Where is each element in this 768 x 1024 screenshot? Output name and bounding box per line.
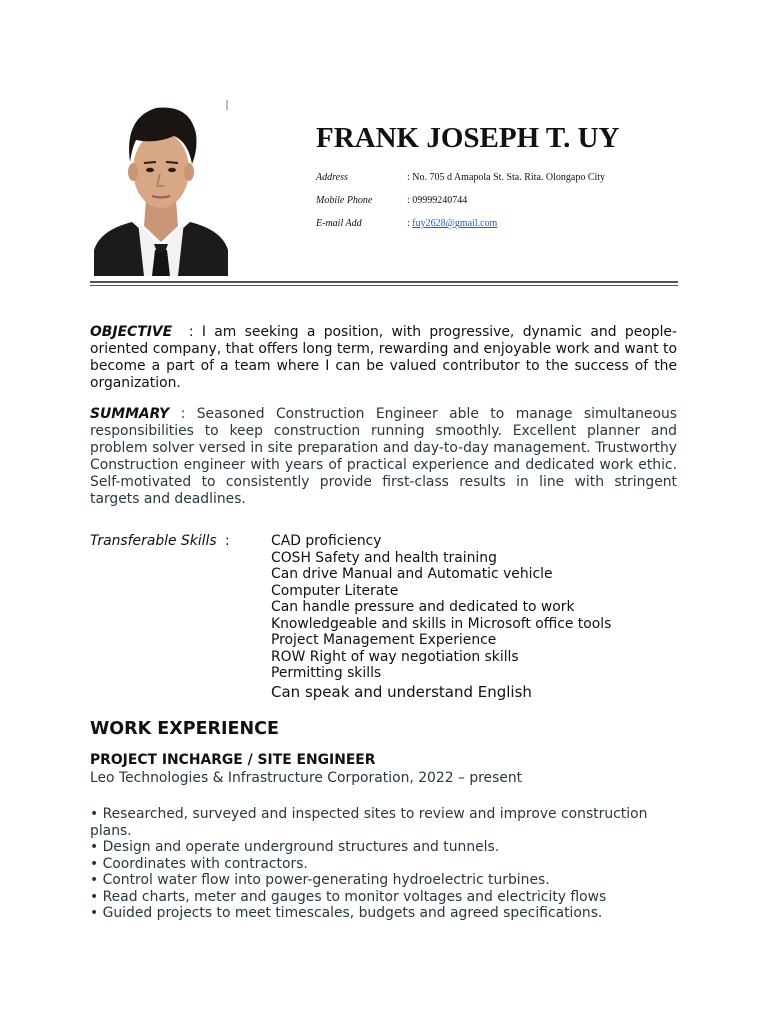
summary-label: SUMMARY	[90, 406, 170, 422]
skill-item: Permitting skills	[271, 665, 382, 681]
duty-item: • Coordinates with contractors.	[90, 855, 308, 872]
email-value	[407, 218, 497, 229]
email-label: E-mail Add	[316, 218, 362, 229]
skill-item: Computer Literate	[271, 582, 399, 599]
address-value: : No. 705 d Amapola St. Sta. Rita. Olongapo City	[407, 172, 606, 183]
skill-item: ROW Right of way negotiation skills	[271, 648, 519, 665]
objective-text: : I am seeking a position, with progressive, dynamic and people-oriented company, that offers long term, rewarding and enjoyable work and want to become a part of a team where I can be valued contributor to the success of the organization.	[90, 324, 682, 391]
duty-item: • Design and operate underground structures and tunnels.	[90, 839, 500, 855]
mobile-value: : 09999240744	[407, 195, 468, 206]
mobile-label: Mobile Phone	[316, 195, 373, 206]
skill-item: CAD proficiency	[271, 533, 382, 549]
profile-photo	[94, 100, 228, 276]
skill-item: Project Management Experience	[271, 632, 497, 648]
skill-item: Can drive Manual and Automatic vehicle	[271, 566, 553, 582]
summary-section	[90, 406, 682, 508]
skills-list	[271, 533, 611, 702]
summary-text: : Seasoned Construction Engineer able to manage simultaneous responsibilities to keep construction running smoothly. Excellent planner and problem solver versed in site preparation and day-to-day management. Trustworthy Construction engineer with years of practical experience and dedicated work ethic. Self-motivated to consistently provide first-class results in line with stringent targets and deadlines.	[90, 406, 682, 507]
duty-item: • Control water flow into power-generating hydroelectric turbines.	[90, 872, 550, 888]
skill-item: Knowledgeable and skills in Microsoft office tools	[271, 615, 612, 632]
email-link[interactable]: fuy2628@gmail.com	[412, 218, 498, 229]
address-label: Address	[316, 172, 348, 183]
objective-section	[90, 324, 682, 392]
skill-item: COSH Safety and health training	[271, 549, 497, 566]
duty-item: • Guided projects to meet timescales, budgets and agreed specifications.	[90, 905, 603, 921]
skills-colon: :	[225, 533, 230, 549]
skill-item: Can handle pressure and dedicated to work	[271, 599, 575, 615]
duty-item: • Read charts, meter and gauges to monitor voltages and electricity flows	[90, 888, 607, 905]
job-company: Leo Technologies & Infrastructure Corporation, 2022 – present	[90, 770, 523, 786]
skill-item: Can speak and understand English	[271, 682, 532, 701]
job-title: PROJECT INCHARGE / SITE ENGINEER	[90, 752, 376, 768]
header-divider	[90, 281, 678, 283]
email-prefix: :	[407, 218, 413, 229]
skills-label: Transferable Skills	[90, 533, 217, 549]
header-divider-thin	[90, 285, 678, 286]
work-experience-heading: WORK EXPERIENCE	[90, 719, 279, 739]
objective-label: OBJECTIVE	[90, 324, 173, 340]
duty-item: • Researched, surveyed and inspected sites to review and improve construction plans.	[90, 806, 648, 839]
job-duties-list	[90, 806, 680, 922]
candidate-name: FRANK JOSEPH T. UY	[316, 122, 620, 154]
